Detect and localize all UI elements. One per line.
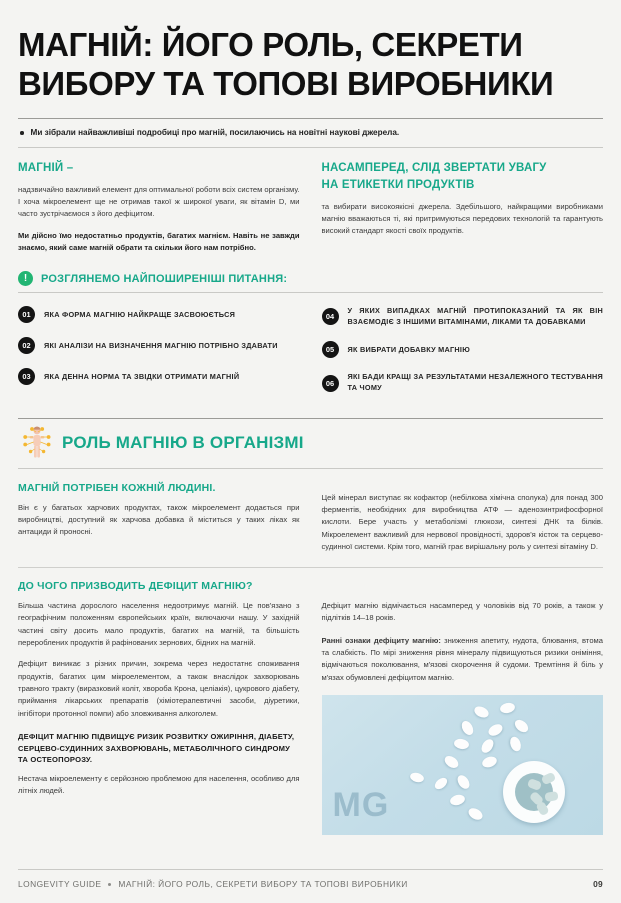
photo-watermark: MG	[332, 785, 390, 824]
lead-text-before: Ми зібрали найважливіші подробиці про магній, посилаючись на	[30, 127, 299, 137]
deficit-section	[18, 580, 603, 835]
exclamation-icon: !	[18, 271, 33, 286]
body-role-left-column	[18, 469, 300, 553]
questions-columns	[18, 293, 603, 407]
lead-note	[18, 119, 603, 147]
questions-left-column	[18, 306, 300, 407]
intro-right-heading	[322, 160, 604, 193]
lead-text-after: .	[396, 127, 400, 137]
deficit-heading: ДО ЧОГО ПРИЗВОДИТЬ ДЕФІЦИТ МАГНІЮ?	[18, 580, 253, 593]
body-role-section	[18, 469, 603, 553]
deficit-left-paragraph-1: Більша частина дорослого населення недоотримує магній. Це пов'язано з географічним положенням європейських країн, включаючи нашу. У західній частині світу досить мало продуктів, багатих на магній, та більшість перероблених продуктів й рафінованих зернових, бідних на магній.	[18, 601, 300, 648]
lead-text-bold: новітні наукові джерела	[298, 127, 397, 137]
footer-separator-icon	[108, 883, 111, 886]
question-number-badge: 02	[18, 337, 35, 354]
question-label: ЯК ВИБРАТИ ДОБАВКУ МАГНІЮ	[347, 344, 470, 354]
body-role-right-paragraph: Цей мінерал виступає як кофактор (небілкова хімічна сполука) для понад 300 ферментів, необхідних для виробництва АТФ — аденозинтрифосфорної кислоти. Бере участь у метаболізмі глюкози, синтезі ДНК та білків. Мікроелемент важливий для нервової провідності, здоров'я кісток та серцево-судинної системи. Крім того, магній грає вирішальну роль у синтезі вітаміну D.	[321, 492, 603, 551]
page-title	[18, 0, 603, 104]
questions-right-column	[322, 306, 604, 407]
deficit-left-paragraph-2: Дефіцит виникає з різних причин, зокрема через недостатнє споживання продуктів, багатих цим мікроелементом, а також внаслідок захворювань травного тракту (виразковий коліт, хвороба Крона, целіакія), цукрового діабету, приймання лікарських препаратів (хіміотерапевтичні засоби, діуретики, інгібітори протонної помпи) або зловживання алкоголем.	[18, 659, 300, 718]
question-label: ЯКА ФОРМА МАГНІЮ НАЙКРАЩЕ ЗАСВОЮЄТЬСЯ	[44, 309, 236, 319]
question-label: ЯКІ БАДИ КРАЩІ ЗА РЕЗУЛЬТАТАМИ НЕЗАЛЕЖНОГО ТЕСТУВАННЯ ТА ЧОМУ	[347, 372, 603, 393]
human-body-icon	[22, 426, 52, 460]
body-role-heading: МАГНІЙ ПОТРІБЕН КОЖНІЙ ЛЮДИНІ.	[18, 481, 216, 494]
questions-header	[18, 271, 603, 292]
body-role-right-column	[322, 469, 604, 553]
intro-right-column	[322, 148, 604, 254]
intro-right-paragraph-1: та вибирати високоякісні джерела. Здебільшого, найкращими виробниками магнію вважаються ті, які притримуються передових технологій та гарантують високий стандарт якості своїх продуктів.	[321, 201, 603, 236]
question-item-02[interactable]	[18, 337, 300, 354]
question-number-badge: 06	[322, 375, 339, 392]
deficit-signs-label: Ранні ознаки дефіциту магнію:	[321, 635, 441, 645]
question-number-badge: 05	[322, 341, 339, 358]
question-label: У ЯКИХ ВИПАДКАХ МАГНІЙ ПРОТИПОКАЗАНИЙ ТА ЯК ВІН ВЗАЄМОДІЄ З ІНШИМИ ВІТАМІНАМИ, ЛІКАМИ ТА ДОБАВКАМИ	[347, 306, 603, 326]
footer-article-title: МАГНІЙ: ЙОГО РОЛЬ, СЕКРЕТИ ВИБОРУ ТА ТОПОВІ ВИРОБНИКИ	[118, 879, 408, 889]
intro-right-heading-line-2: НА ЕТИКЕТКИ ПРОДУКТІВ	[321, 178, 475, 191]
question-item-03[interactable]	[18, 368, 300, 385]
question-label: ЯКА ДЕННА НОРМА ТА ЗВІДКИ ОТРИМАТИ МАГНІЙ	[44, 371, 240, 381]
intro-left-paragraph-1: надзвичайно важливий елемент для оптимальної роботи всіх систем організму. І хоча мікроелемент ще не отримав такої ж широкої уваги, як вітамін D, ми часто зустрічаємося з його дефіцитом.	[18, 184, 300, 219]
questions-section	[18, 271, 603, 407]
title-line-2: ВИБОРУ ТА ТОПОВІ ВИРОБНИКИ	[18, 64, 554, 102]
question-number-badge: 04	[322, 308, 339, 325]
deficit-signs-text: зниження апетиту, нудота, блювання, втома та слабкість. По мірі зниження рівня мінералу підвищуються ризики оніміння, відмічаються поколювання, м'язові скорочення й судоми. Тремтіння й біль у м'язах обумовлені дефіцитом магнію.	[321, 635, 603, 682]
intro-right-heading-line-1: НАСАМПЕРЕД, СЛІД ЗВЕРТАТИ УВАГУ	[321, 162, 547, 175]
magnesium-pills-photo	[322, 695, 604, 835]
question-number-badge: 01	[18, 306, 35, 323]
question-item-01[interactable]	[18, 306, 300, 323]
questions-heading: РОЗГЛЯНЕМО НАЙПОШИРЕНІШІ ПИТАННЯ:	[41, 272, 288, 285]
question-item-05[interactable]	[322, 341, 604, 358]
deficit-right-paragraph-1: Дефіцит магнію відмічається насамперед у чоловіків від 70 років, а також у підлітків 14–18 років.	[321, 601, 603, 623]
deficit-left-column	[18, 600, 300, 835]
deficit-left-paragraph-4: Нестача мікроелементу є серйозною проблемою для населення, особливо для літніх людей.	[18, 774, 300, 796]
banner-title: РОЛЬ МАГНІЮ В ОРГАНІЗМІ	[62, 432, 304, 452]
deficit-right-column	[322, 600, 604, 835]
bullet-icon	[20, 131, 24, 135]
question-item-04[interactable]	[322, 306, 604, 327]
question-item-06[interactable]	[322, 372, 604, 393]
intro-left-column	[18, 148, 300, 254]
title-line-1: МАГНІЙ: ЙОГО РОЛЬ, СЕКРЕТИ	[18, 26, 523, 63]
body-role-banner	[18, 418, 603, 469]
question-number-badge: 03	[18, 368, 35, 385]
footer-brand: LONGEVITY GUIDE	[18, 879, 102, 889]
deficit-right-paragraph-2	[322, 635, 604, 684]
page-footer	[18, 869, 603, 889]
body-role-left-paragraph: Він є у багатьох харчових продуктах, також мікроелемент додається при виробництві, доступний як харчова добавка й міститься у таких ліках як антациди й проносні.	[18, 502, 300, 537]
question-label: ЯКІ АНАЛІЗИ НА ВИЗНАЧЕННЯ МАГНІЮ ПОТРІБНО ЗДАВАТИ	[44, 340, 278, 350]
intro-left-paragraph-2: Ми дійсно їмо недостатньо продуктів, багатих магнієм. Навіть не завжди знаємо, який саме магній обрати та скільки його нам потрібно.	[18, 230, 300, 253]
deficit-divider	[18, 567, 603, 568]
intro-left-heading: МАГНІЙ –	[18, 162, 74, 175]
deficit-risk-statement: ДЕФІЦИТ МАГНІЮ ПІДВИЩУЄ РИЗИК РОЗВИТКУ ОЖИРІННЯ, ДІАБЕТУ, СЕРЦЕВО-СУДИННИХ ЗАХВОРЮВАНЬ, МЕТАБОЛІЧНОГО СИНДРОМУ ТА ОСТЕОПОРОЗУ.	[18, 731, 295, 765]
intro-section	[18, 148, 603, 254]
footer-page-number: 09	[593, 879, 603, 889]
